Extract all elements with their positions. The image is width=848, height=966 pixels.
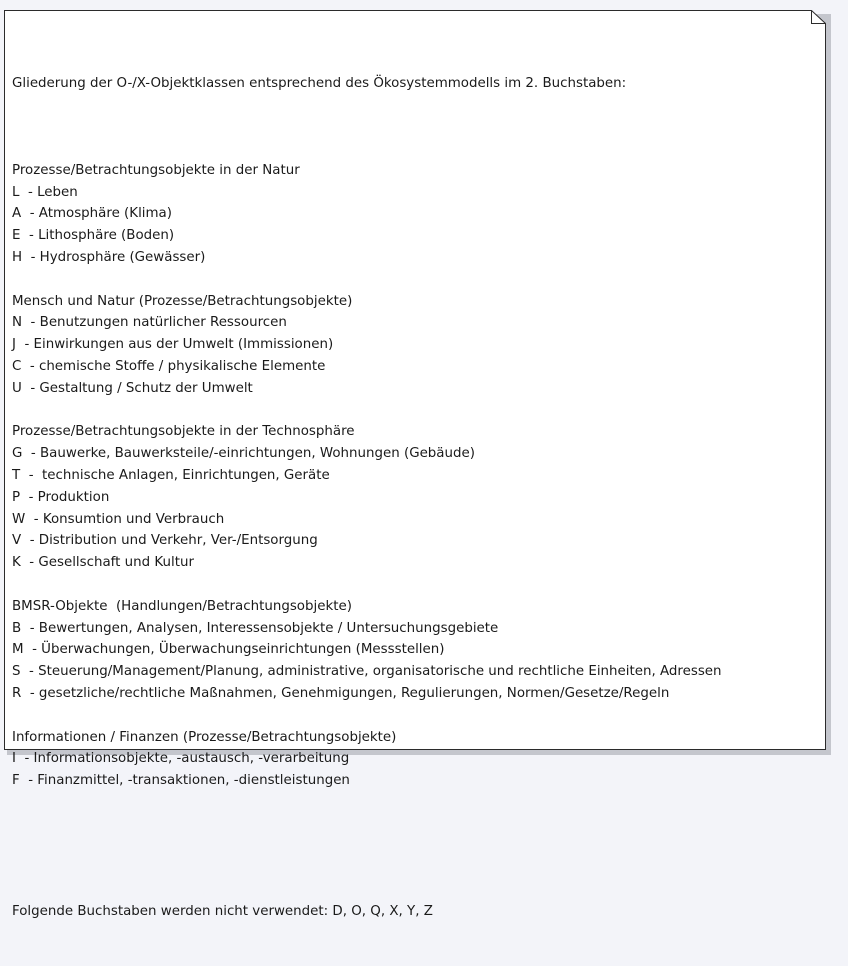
class-code: I (12, 751, 16, 767)
class-code: E (12, 228, 21, 244)
class-description: - Atmosphäre (Klima) (29, 206, 172, 222)
class-description: - Informationsobjekte, -austausch, -verarbeitung (24, 751, 350, 767)
class-description: - Bauwerke, Bauwerksteile/-einrichtungen, Wohnungen (Gebäude) (30, 446, 475, 462)
note-element[interactable] (4, 10, 826, 919)
class-description: - Bewertungen, Analysen, Interessensobjekte / Untersuchungsgebiete (29, 620, 499, 636)
class-item (12, 748, 812, 770)
class-item (12, 182, 812, 204)
class-item (12, 509, 812, 531)
class-code: R (12, 685, 22, 701)
class-item (12, 443, 812, 465)
class-code: G (12, 446, 23, 462)
spacer (12, 705, 812, 727)
section-title: BMSR-Objekte (Handlungen/Betrachtungsobjekte) (12, 598, 352, 614)
note-sections (12, 138, 812, 792)
class-description: - gesetzliche/rechtliche Maßnahmen, Genehmigungen, Regulierungen, Normen/Gesetze/Regeln (29, 685, 670, 701)
section-title: Prozesse/Betrachtungsobjekte in der Natur (12, 162, 300, 178)
class-description: - Produktion (28, 489, 110, 505)
class-item (12, 356, 812, 378)
class-item (12, 203, 812, 225)
class-code: N (12, 315, 23, 331)
spacer (12, 138, 812, 160)
class-code: J (12, 337, 16, 353)
class-code: L (12, 184, 20, 200)
class-description: - Steuerung/Management/Planung, administrative, organisatorische und rechtliche Einheiten, Adressen (29, 664, 722, 680)
class-code: U (12, 380, 22, 396)
class-code: C (12, 358, 22, 374)
class-description: - Hydrosphäre (Gewässer) (30, 249, 206, 265)
class-description: - Überwachungen, Überwachungseinrichtungen (Messstellen) (32, 642, 445, 658)
spacer (12, 400, 812, 422)
class-code: H (12, 249, 23, 265)
note-content (12, 29, 812, 966)
class-description: - Finanzmittel, -transaktionen, -dienstleistungen (28, 773, 350, 789)
class-item (12, 683, 812, 705)
class-description: - technische Anlagen, Einrichtungen, Geräte (28, 467, 330, 483)
class-item (12, 247, 812, 269)
section-title: Mensch und Natur (Prozesse/Betrachtungsobjekte) (12, 293, 353, 309)
section-title: Prozesse/Betrachtungsobjekte in der Technosphäre (12, 424, 355, 440)
class-item (12, 378, 812, 400)
note-heading: Gliederung der O-/X-Objektklassen entsprechend des Ökosystemmodells im 2. Buchstaben: (12, 75, 627, 91)
class-description: - Leben (27, 184, 78, 200)
class-description: - Konsumtion und Verbrauch (33, 511, 225, 527)
class-description: - Einwirkungen aus der Umwelt (Immissionen) (24, 337, 334, 353)
class-code: S (12, 664, 21, 680)
class-description: - chemische Stoffe / physikalische Elemente (29, 358, 326, 374)
class-code: P (12, 489, 21, 505)
class-item (12, 661, 812, 683)
class-item (12, 312, 812, 334)
section-title: Informationen / Finanzen (Prozesse/Betrachtungsobjekte) (12, 729, 397, 745)
class-item (12, 487, 812, 509)
class-description: - Benutzungen natürlicher Ressourcen (30, 315, 287, 331)
class-code: V (12, 533, 22, 549)
class-item (12, 334, 812, 356)
spacer (12, 574, 812, 596)
spacer (12, 835, 812, 857)
class-item (12, 552, 812, 574)
class-code: W (12, 511, 26, 527)
class-item (12, 639, 812, 661)
class-code: T (12, 467, 21, 483)
class-item (12, 225, 812, 247)
class-code: K (12, 555, 21, 571)
class-code: F (12, 773, 20, 789)
class-code: B (12, 620, 22, 636)
class-code: M (12, 642, 24, 658)
class-description: - Gestaltung / Schutz der Umwelt (30, 380, 253, 396)
class-item (12, 465, 812, 487)
class-item (12, 530, 812, 552)
class-item (12, 618, 812, 640)
class-description: - Gesellschaft und Kultur (29, 555, 194, 571)
class-description: - Distribution und Verkehr, Ver-/Entsorgung (29, 533, 318, 549)
class-description: - Lithosphäre (Boden) (28, 228, 175, 244)
class-item (12, 770, 812, 792)
spacer (12, 269, 812, 291)
class-code: A (12, 206, 22, 222)
note-footer: Folgende Buchstaben werden nicht verwendet: D, O, Q, X, Y, Z (12, 903, 433, 919)
